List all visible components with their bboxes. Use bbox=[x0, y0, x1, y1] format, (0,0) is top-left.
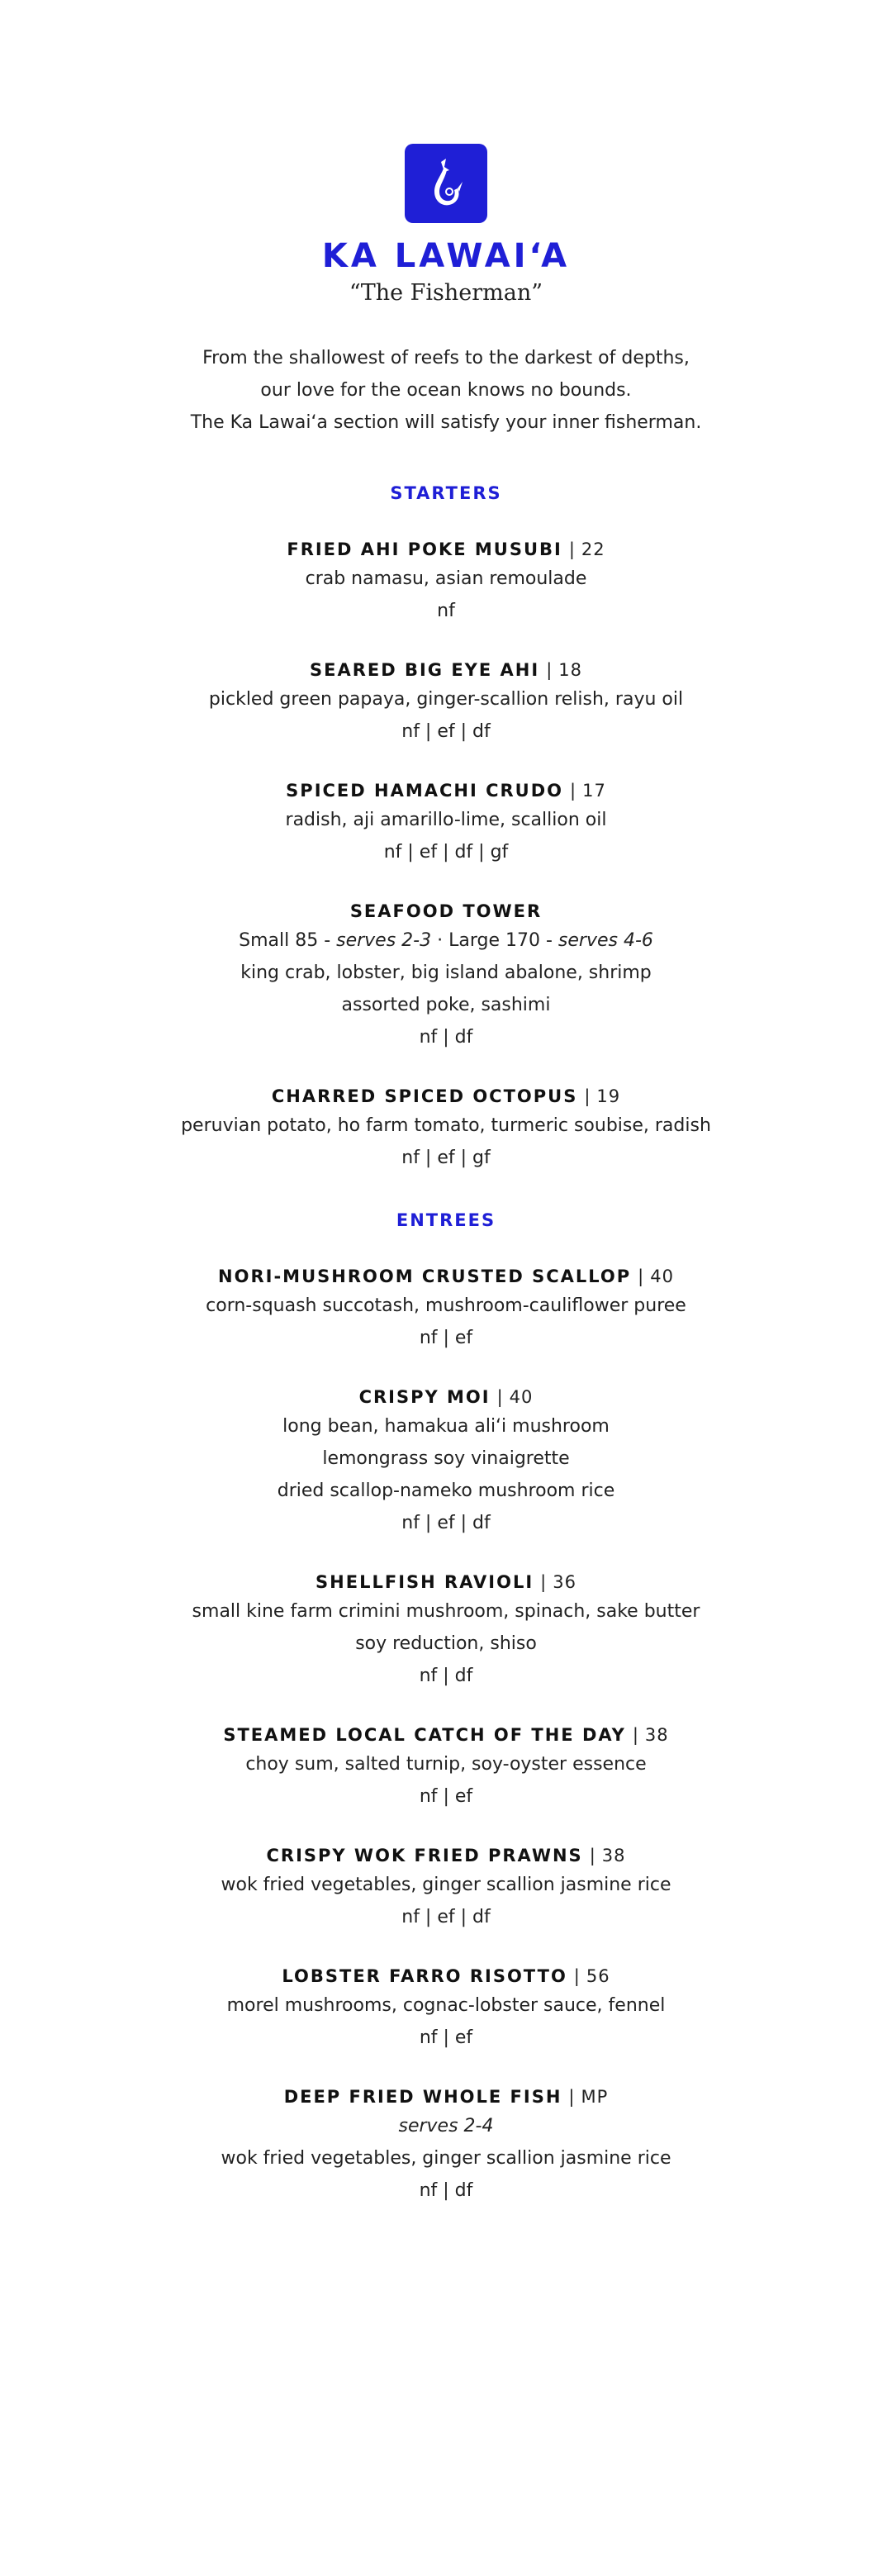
intro-line: From the shallowest of reefs to the darkest of depths, bbox=[202, 348, 690, 368]
item-price: 38 bbox=[644, 1725, 669, 1745]
item-price: 56 bbox=[586, 1966, 610, 1986]
price-separator: | bbox=[570, 781, 576, 801]
size-dot: · bbox=[431, 930, 449, 951]
menu-item bbox=[0, 1722, 892, 1813]
menu-item bbox=[0, 657, 892, 748]
diet-tags: nf | ef bbox=[419, 1786, 473, 1807]
price-separator: | bbox=[638, 1267, 644, 1286]
item-description: long bean, hamakua ali‘i mushroom bbox=[282, 1416, 610, 1437]
price-separator: | bbox=[540, 1572, 547, 1592]
price-separator: | bbox=[584, 1086, 591, 1106]
size-large: Large 170 - bbox=[448, 930, 558, 951]
item-price: 38 bbox=[601, 1846, 626, 1865]
diet-tags: nf | ef | gf bbox=[401, 1148, 491, 1168]
size-large-serves: serves 4-6 bbox=[558, 930, 653, 951]
item-price: 36 bbox=[553, 1572, 576, 1592]
menu-subtitle: “The Fisherman” bbox=[349, 280, 543, 306]
intro-line: The Ka Lawai‘a section will satisfy your inner fisherman. bbox=[190, 412, 702, 433]
item-name: CRISPY MOI bbox=[358, 1387, 491, 1407]
item-sizes bbox=[0, 924, 892, 957]
item-description: wok fried vegetables, ginger scallion jasmine rice bbox=[221, 2148, 671, 2169]
diet-tags: nf | ef bbox=[419, 2027, 473, 2048]
menu-item bbox=[0, 1083, 892, 1174]
item-price: 18 bbox=[558, 660, 582, 680]
menu-item bbox=[0, 1384, 892, 1539]
diet-tags: nf | df bbox=[419, 2180, 473, 2201]
intro-line: our love for the ocean knows no bounds. bbox=[260, 380, 632, 401]
item-name: SEARED BIG EYE AHI bbox=[309, 660, 540, 680]
item-name: SPICED HAMACHI CRUDO bbox=[286, 781, 564, 801]
price-separator: | bbox=[632, 1725, 638, 1745]
diet-tags: nf | df bbox=[419, 1666, 473, 1686]
menu-item bbox=[0, 1963, 892, 2054]
intro-text bbox=[0, 342, 892, 439]
item-name: FRIED AHI POKE MUSUBI bbox=[287, 539, 562, 559]
menu-item bbox=[0, 777, 892, 868]
price-separator: | bbox=[546, 660, 553, 680]
item-name: STEAMED LOCAL CATCH OF THE DAY bbox=[223, 1725, 626, 1745]
item-description: small kine farm crimini mushroom, spinach, sake butter bbox=[192, 1601, 700, 1622]
menu-item bbox=[0, 1842, 892, 1933]
item-name: SEAFOOD TOWER bbox=[349, 901, 543, 921]
item-price: 19 bbox=[596, 1086, 621, 1106]
item-price: MP bbox=[581, 2087, 609, 2107]
item-description: morel mushrooms, cognac-lobster sauce, fennel bbox=[226, 1995, 666, 2016]
size-small-serves: serves 2-3 bbox=[336, 930, 432, 951]
diet-tags: nf | ef | df bbox=[401, 721, 491, 742]
menu-item bbox=[0, 898, 892, 1053]
item-note: serves 2-4 bbox=[398, 2116, 494, 2136]
item-name: SHELLFISH RAVIOLI bbox=[316, 1572, 534, 1592]
item-price: 22 bbox=[581, 539, 605, 559]
item-price: 40 bbox=[650, 1267, 674, 1286]
menu-item bbox=[0, 1569, 892, 1692]
item-description: choy sum, salted turnip, soy-oyster essence bbox=[245, 1754, 647, 1775]
item-price: 17 bbox=[582, 781, 606, 801]
diet-tags: nf | df bbox=[419, 1027, 473, 1048]
item-description: peruvian potato, ho farm tomato, turmeric soubise, radish bbox=[181, 1115, 711, 1136]
item-description: pickled green papaya, ginger-scallion relish, rayu oil bbox=[208, 689, 684, 710]
menu-item bbox=[0, 536, 892, 627]
item-name: CRISPY WOK FRIED PRAWNS bbox=[266, 1846, 583, 1865]
item-description: radish, aji amarillo-lime, scallion oil bbox=[285, 810, 607, 830]
item-description: king crab, lobster, big island abalone, shrimp bbox=[240, 962, 652, 983]
price-separator: | bbox=[589, 1846, 595, 1865]
diet-tags: nf bbox=[437, 601, 455, 621]
item-description: corn-squash succotash, mushroom-cauliflower puree bbox=[206, 1295, 686, 1316]
price-separator: | bbox=[568, 539, 575, 559]
diet-tags: nf | ef | df bbox=[401, 1513, 491, 1533]
diet-tags: nf | ef bbox=[419, 1328, 473, 1348]
item-name: LOBSTER FARRO RISOTTO bbox=[282, 1966, 567, 1986]
size-small: Small 85 - bbox=[239, 930, 337, 951]
item-price: 40 bbox=[509, 1387, 534, 1407]
menu-item bbox=[0, 2084, 892, 2207]
item-description: assorted poke, sashimi bbox=[341, 995, 551, 1015]
price-separator: | bbox=[496, 1387, 503, 1407]
price-separator: | bbox=[573, 1966, 580, 1986]
item-name: CHARRED SPICED OCTOPUS bbox=[271, 1086, 578, 1106]
diet-tags: nf | ef | df | gf bbox=[383, 842, 509, 863]
price-separator: | bbox=[568, 2087, 575, 2107]
item-description: wok fried vegetables, ginger scallion jasmine rice bbox=[221, 1875, 671, 1895]
item-description: crab namasu, asian remoulade bbox=[305, 568, 587, 589]
item-description: soy reduction, shiso bbox=[355, 1633, 537, 1654]
item-name: NORI-MUSHROOM CRUSTED SCALLOP bbox=[218, 1267, 632, 1286]
menu-item bbox=[0, 1263, 892, 1354]
item-name: DEEP FRIED WHOLE FISH bbox=[283, 2087, 562, 2107]
diet-tags: nf | ef | df bbox=[401, 1907, 491, 1927]
logo-wrap bbox=[0, 0, 892, 223]
entrees-heading: ENTREES bbox=[396, 1210, 496, 1230]
menu-title: KA LAWAI‘A bbox=[321, 237, 571, 275]
item-description: lemongrass soy vinaigrette bbox=[322, 1448, 570, 1469]
fish-hook-icon bbox=[405, 144, 487, 223]
starters-heading: STARTERS bbox=[390, 483, 502, 503]
item-description: dried scallop-nameko mushroom rice bbox=[277, 1480, 615, 1501]
